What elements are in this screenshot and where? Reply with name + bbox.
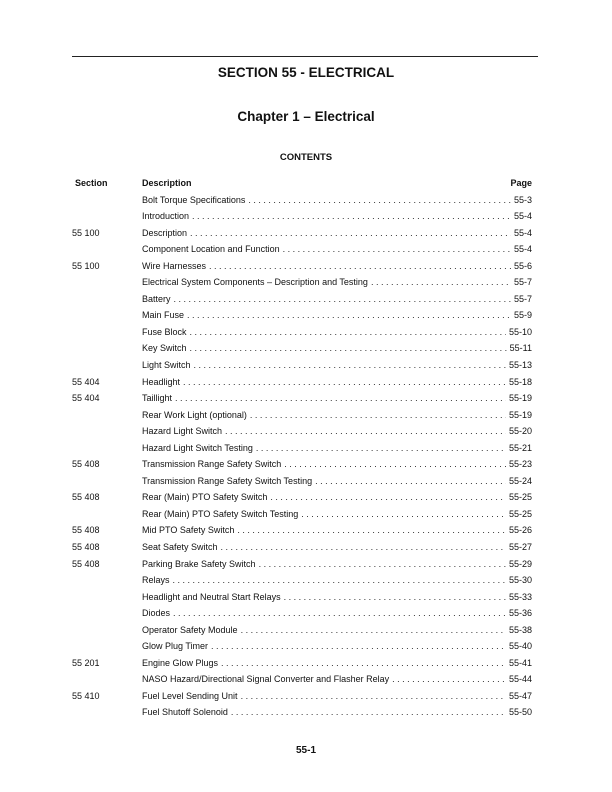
toc-description: Fuel Level Sending Unit bbox=[142, 690, 238, 701]
toc-page-number: 55-33 bbox=[508, 591, 532, 602]
toc-page-number: 55-29 bbox=[508, 558, 532, 569]
toc-row bbox=[0, 539, 612, 556]
toc-page-number: 55-25 bbox=[508, 508, 532, 519]
toc-description: Taillight bbox=[142, 393, 173, 404]
toc-row bbox=[0, 522, 612, 539]
toc-row bbox=[0, 340, 612, 357]
toc-page-number: 55-47 bbox=[508, 690, 532, 701]
toc-page-number: 55-50 bbox=[508, 707, 532, 718]
toc-page-number: 55-38 bbox=[508, 624, 532, 635]
toc-dot-leader bbox=[173, 572, 506, 589]
toc-dot-leader bbox=[173, 605, 506, 622]
toc-row bbox=[0, 622, 612, 639]
toc-description: Rear Work Light (optional) bbox=[142, 409, 247, 420]
toc-row bbox=[0, 456, 612, 473]
toc-header bbox=[0, 178, 612, 191]
toc-page-number: 55-27 bbox=[508, 541, 532, 552]
toc-entry bbox=[142, 208, 532, 225]
section-title: SECTION 55 - ELECTRICAL bbox=[217, 65, 395, 80]
toc-page-number: 55-7 bbox=[513, 277, 532, 288]
toc-dot-leader bbox=[250, 407, 506, 424]
toc-dot-leader bbox=[190, 225, 511, 242]
toc-dot-leader bbox=[283, 241, 511, 258]
toc-page-number: 55-3 bbox=[513, 194, 532, 205]
toc-page-number: 55-36 bbox=[508, 608, 532, 619]
toc-page-number: 55-13 bbox=[508, 359, 532, 370]
toc-row bbox=[0, 258, 612, 275]
toc-dot-leader bbox=[225, 423, 506, 440]
toc-description: Hazard Light Switch bbox=[142, 426, 223, 437]
toc-entry bbox=[142, 655, 532, 672]
toc-row bbox=[0, 423, 612, 440]
toc-page-number: 55-23 bbox=[508, 459, 532, 470]
toc-row bbox=[0, 274, 612, 291]
toc-dot-leader bbox=[209, 258, 511, 275]
toc-entry bbox=[142, 539, 532, 556]
toc-description: Bolt Torque Specifications bbox=[142, 194, 246, 205]
toc-section-code: 55 404 bbox=[72, 393, 100, 404]
toc-entry bbox=[142, 324, 532, 341]
toc-row bbox=[0, 208, 612, 225]
toc-page-number: 55-25 bbox=[508, 492, 532, 503]
toc-entry bbox=[142, 638, 532, 655]
toc-page-number: 55-19 bbox=[508, 409, 532, 420]
toc-row bbox=[0, 473, 612, 490]
toc-page-number: 55-21 bbox=[508, 442, 532, 453]
toc-row bbox=[0, 192, 612, 209]
toc-description: Mid PTO Safety Switch bbox=[142, 525, 235, 536]
toc-entry bbox=[142, 489, 532, 506]
toc-description: Main Fuse bbox=[142, 310, 185, 321]
toc-row bbox=[0, 374, 612, 391]
toc-entry bbox=[142, 225, 532, 242]
toc-dot-leader bbox=[259, 556, 506, 573]
toc-entry bbox=[142, 423, 532, 440]
toc-description: Transmission Range Safety Switch bbox=[142, 459, 282, 470]
toc-page-number: 55-9 bbox=[513, 310, 532, 321]
toc-entry bbox=[142, 473, 532, 490]
toc-dot-leader bbox=[231, 704, 506, 721]
toc-entry bbox=[142, 258, 532, 275]
toc-section-code: 55 408 bbox=[72, 459, 100, 470]
toc-entry bbox=[142, 522, 532, 539]
toc-description: Relays bbox=[142, 575, 170, 586]
toc-dot-leader bbox=[174, 291, 511, 308]
toc-row bbox=[0, 671, 612, 688]
toc-description: Fuel Shutoff Solenoid bbox=[142, 707, 228, 718]
toc-dot-leader bbox=[194, 357, 506, 374]
toc-row bbox=[0, 556, 612, 573]
toc-page-number: 55-11 bbox=[509, 343, 532, 354]
toc-entry bbox=[142, 340, 532, 357]
toc-dot-leader bbox=[270, 489, 506, 506]
toc-entry bbox=[142, 556, 532, 573]
toc-dot-leader bbox=[241, 622, 506, 639]
toc-description: Operator Safety Module bbox=[142, 624, 238, 635]
toc-row bbox=[0, 357, 612, 374]
toc-entry bbox=[142, 307, 532, 324]
toc-entry bbox=[142, 274, 532, 291]
toc-dot-leader bbox=[190, 340, 507, 357]
toc-dot-leader bbox=[256, 440, 506, 457]
toc-description: Introduction bbox=[142, 211, 190, 222]
toc-section-code: 55 408 bbox=[72, 525, 100, 536]
toc-page-number: 55-41 bbox=[508, 657, 532, 668]
toc-dot-leader bbox=[284, 589, 506, 606]
toc-entry bbox=[142, 456, 532, 473]
toc-dot-leader bbox=[248, 192, 511, 209]
toc-row bbox=[0, 638, 612, 655]
toc-page-number: 55-24 bbox=[508, 475, 532, 486]
toc-dot-leader bbox=[190, 324, 506, 341]
toc-description: Rear (Main) PTO Safety Switch bbox=[142, 492, 268, 503]
toc-entry bbox=[142, 192, 532, 209]
toc-page-number: 55-20 bbox=[508, 426, 532, 437]
toc-header-description: Description bbox=[142, 178, 192, 188]
toc-page-number: 55-7 bbox=[513, 293, 532, 304]
chapter-title: Chapter 1 – Electrical bbox=[237, 109, 375, 124]
toc-page-number: 55-4 bbox=[513, 244, 532, 255]
toc-entry bbox=[142, 374, 532, 391]
toc-section-code: 55 408 bbox=[72, 558, 100, 569]
toc-row bbox=[0, 655, 612, 672]
toc-list bbox=[0, 192, 612, 722]
toc-description: Description bbox=[142, 227, 188, 238]
toc-row bbox=[0, 688, 612, 705]
toc-dot-leader bbox=[183, 374, 506, 391]
toc-row bbox=[0, 324, 612, 341]
toc-page-number: 55-44 bbox=[508, 674, 532, 685]
toc-row bbox=[0, 241, 612, 258]
toc-dot-leader bbox=[221, 539, 506, 556]
toc-description: Transmission Range Safety Switch Testing bbox=[142, 475, 313, 486]
toc-description: Glow Plug Timer bbox=[142, 641, 209, 652]
toc-section-code: 55 201 bbox=[72, 657, 100, 668]
toc-row bbox=[0, 307, 612, 324]
toc-entry bbox=[142, 241, 532, 258]
toc-entry bbox=[142, 704, 532, 721]
toc-description: Rear (Main) PTO Safety Switch Testing bbox=[142, 508, 299, 519]
toc-section-code: 55 408 bbox=[72, 492, 100, 503]
toc-row bbox=[0, 506, 612, 523]
toc-description: Parking Brake Safety Switch bbox=[142, 558, 256, 569]
toc-dot-leader bbox=[175, 390, 506, 407]
toc-entry bbox=[142, 622, 532, 639]
toc-page-number: 55-30 bbox=[508, 575, 532, 586]
toc-entry bbox=[142, 688, 532, 705]
toc-dot-leader bbox=[301, 506, 506, 523]
toc-dot-leader bbox=[221, 655, 506, 672]
toc-section-code: 55 408 bbox=[72, 541, 100, 552]
toc-row bbox=[0, 572, 612, 589]
toc-description: Battery bbox=[142, 293, 171, 304]
toc-page-number: 55-18 bbox=[508, 376, 532, 387]
toc-page-number: 55-4 bbox=[513, 211, 532, 222]
toc-description: Component Location and Function bbox=[142, 244, 280, 255]
toc-dot-leader bbox=[315, 473, 506, 490]
toc-dot-leader bbox=[187, 307, 511, 324]
toc-row bbox=[0, 440, 612, 457]
toc-section-code: 55 100 bbox=[72, 227, 100, 238]
toc-page-number: 55-10 bbox=[508, 326, 532, 337]
toc-entry bbox=[142, 390, 532, 407]
toc-description: Fuse Block bbox=[142, 326, 187, 337]
toc-header-section: Section bbox=[75, 178, 108, 188]
toc-description: Wire Harnesses bbox=[142, 260, 207, 271]
toc-entry bbox=[142, 589, 532, 606]
toc-entry bbox=[142, 572, 532, 589]
toc-row bbox=[0, 407, 612, 424]
toc-description: Seat Safety Switch bbox=[142, 541, 218, 552]
toc-header-page: Page bbox=[510, 178, 532, 188]
toc-entry bbox=[142, 671, 532, 688]
toc-row bbox=[0, 225, 612, 242]
toc-entry bbox=[142, 506, 532, 523]
top-rule bbox=[72, 56, 538, 57]
contents-title: CONTENTS bbox=[279, 152, 333, 163]
toc-description: Headlight and Neutral Start Relays bbox=[142, 591, 281, 602]
toc-description: Headlight bbox=[142, 376, 181, 387]
toc-dot-leader bbox=[192, 208, 511, 225]
toc-row bbox=[0, 291, 612, 308]
toc-entry bbox=[142, 357, 532, 374]
toc-row bbox=[0, 605, 612, 622]
toc-row bbox=[0, 589, 612, 606]
toc-section-code: 55 404 bbox=[72, 376, 100, 387]
toc-page-number: 55-6 bbox=[513, 260, 532, 271]
toc-dot-leader bbox=[392, 671, 506, 688]
toc-description: NASO Hazard/Directional Signal Converter and Flasher Relay bbox=[142, 674, 390, 685]
toc-dot-leader bbox=[211, 638, 506, 655]
toc-entry bbox=[142, 407, 532, 424]
toc-entry bbox=[142, 440, 532, 457]
toc-row bbox=[0, 390, 612, 407]
toc-page-number: 55-19 bbox=[508, 393, 532, 404]
toc-page-number: 55-26 bbox=[508, 525, 532, 536]
toc-section-code: 55 410 bbox=[72, 690, 100, 701]
toc-section-code: 55 100 bbox=[72, 260, 100, 271]
toc-description: Diodes bbox=[142, 608, 171, 619]
toc-description: Hazard Light Switch Testing bbox=[142, 442, 253, 453]
toc-row bbox=[0, 489, 612, 506]
page-number: 55-1 bbox=[295, 745, 316, 756]
toc-description: Electrical System Components – Description and Testing bbox=[142, 277, 368, 288]
toc-row bbox=[0, 704, 612, 721]
toc-entry bbox=[142, 605, 532, 622]
toc-dot-leader bbox=[284, 456, 506, 473]
toc-description: Engine Glow Plugs bbox=[142, 657, 219, 668]
toc-entry bbox=[142, 291, 532, 308]
toc-page-number: 55-40 bbox=[508, 641, 532, 652]
toc-dot-leader bbox=[371, 274, 511, 291]
toc-dot-leader bbox=[237, 522, 506, 539]
toc-dot-leader bbox=[241, 688, 506, 705]
toc-page-number: 55-4 bbox=[513, 227, 532, 238]
toc-description: Key Switch bbox=[142, 343, 187, 354]
toc-description: Light Switch bbox=[142, 359, 191, 370]
